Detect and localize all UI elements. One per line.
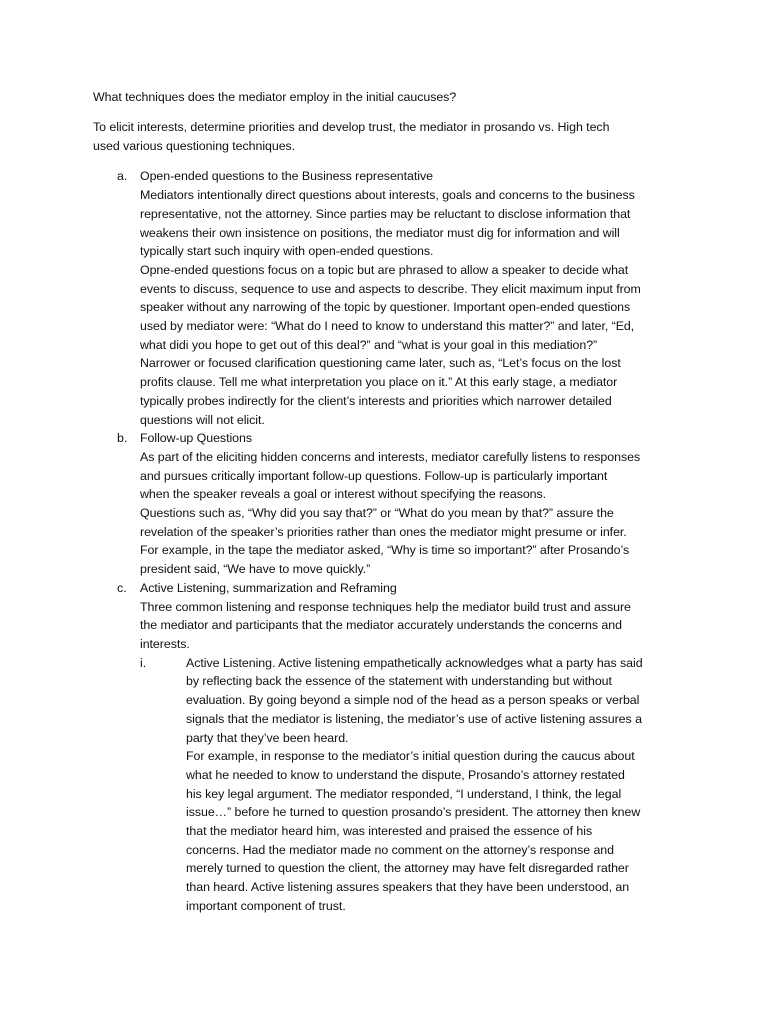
- section-line: Questions such as, “Why did you say that?” or “What do you mean by that?” assure the: [140, 506, 614, 520]
- section-line: Three common listening and response techniques help the mediator build trust and assure: [140, 600, 631, 614]
- section-line: events to discuss, sequence to use and aspects to describe. They elicit maximum input from: [140, 282, 641, 296]
- section-line: questions will not elicit.: [140, 413, 265, 427]
- subsection-line: important component of trust.: [186, 899, 346, 913]
- question-heading: What techniques does the mediator employ in the initial caucuses?: [93, 90, 457, 104]
- section-line: president said, “We have to move quickly.”: [140, 562, 371, 576]
- subsection-line: concerns. Had the mediator made no comment on the attorney’s response and: [186, 843, 614, 857]
- section-line: the mediator and participants that the mediator accurately understands the concerns and: [140, 618, 622, 632]
- section-heading: Open-ended questions to the Business representative: [140, 169, 433, 183]
- list-marker-a: a.: [117, 169, 128, 183]
- subsection-line: than heard. Active listening assures speakers that they have been understood, an: [186, 880, 630, 894]
- subsection-line: merely turned to question the client, the attorney may have felt disregarded rather: [186, 861, 629, 875]
- section-line: Opne-ended questions focus on a topic but are phrased to allow a speaker to decide what: [140, 263, 629, 277]
- section-heading: Active Listening, summarization and Reframing: [140, 581, 397, 595]
- subsection-line: what he needed to know to understand the dispute, Prosando’s attorney restated: [186, 768, 625, 782]
- subsection-heading: Active Listening. Active listening empathetically acknowledges what a party has said: [186, 656, 643, 670]
- list-marker-i: i.: [140, 656, 147, 670]
- intro-line: To elicit interests, determine priorities and develop trust, the mediator in prosando vs. High tech: [93, 120, 610, 134]
- section-line: For example, in the tape the mediator asked, “Why is time so important?” after Prosando’s: [140, 543, 630, 557]
- section-line: and pursues critically important follow-up questions. Follow-up is particularly important: [140, 469, 608, 483]
- section-line: As part of the eliciting hidden concerns and interests, mediator carefully listens to responses: [140, 450, 641, 464]
- subsection-line: signals that the mediator is listening, the mediator’s use of active listening assures a: [186, 712, 642, 726]
- section-line: what didi you hope to get out of this deal?” and “what is your goal in this mediation?”: [140, 338, 598, 352]
- section-line: typically start such inquiry with open-ended questions.: [140, 244, 434, 258]
- subsection-line: For example, in response to the mediator’s initial question during the caucus about: [186, 749, 635, 763]
- list-marker-b: b.: [117, 431, 128, 445]
- subsection-line: issue…” before he turned to question prosando’s president. The attorney then knew: [186, 805, 641, 819]
- list-marker-c: c.: [117, 581, 127, 595]
- section-line: when the speaker reveals a goal or interest without specifying the reasons.: [140, 487, 547, 501]
- intro-line: used various questioning techniques.: [93, 139, 296, 153]
- section-line: interests.: [140, 637, 190, 651]
- section-line: typically probes indirectly for the client’s interests and priorities which narrower detailed: [140, 394, 612, 408]
- section-line: representative, not the attorney. Since parties may be reluctant to disclose information that: [140, 207, 631, 221]
- section-heading: Follow-up Questions: [140, 431, 252, 445]
- subsection-line: evaluation. By going beyond a simple nod of the head as a person speaks or verbal: [186, 693, 640, 707]
- section-line: profits clause. Tell me what interpretation you place on it.” At this early stage, a mediator: [140, 375, 618, 389]
- subsection-line: that the mediator heard him, was interested and praised the essence of his: [186, 824, 593, 838]
- subsection-line: by reflecting back the essence of the statement with understanding but without: [186, 674, 612, 688]
- section-line: speaker without any narrowing of the topic by questioner. Important open-ended questions: [140, 300, 631, 314]
- section-line: Narrower or focused clarification questioning came later, such as, “Let’s focus on the lost: [140, 356, 621, 370]
- section-line: used by mediator were: “What do I need to know to understand this matter?” and later, “Ed,: [140, 319, 635, 333]
- section-line: Mediators intentionally direct questions about interests, goals and concerns to the business: [140, 188, 635, 202]
- section-line: revelation of the speaker’s priorities rather than ones the mediator might presume or infer.: [140, 525, 627, 539]
- section-line: weakens their own insistence on positions, the mediator must dig for information and will: [140, 226, 620, 240]
- subsection-line: his key legal argument. The mediator responded, “I understand, I think, the legal: [186, 787, 622, 801]
- subsection-line: party that they’ve been heard.: [186, 731, 349, 745]
